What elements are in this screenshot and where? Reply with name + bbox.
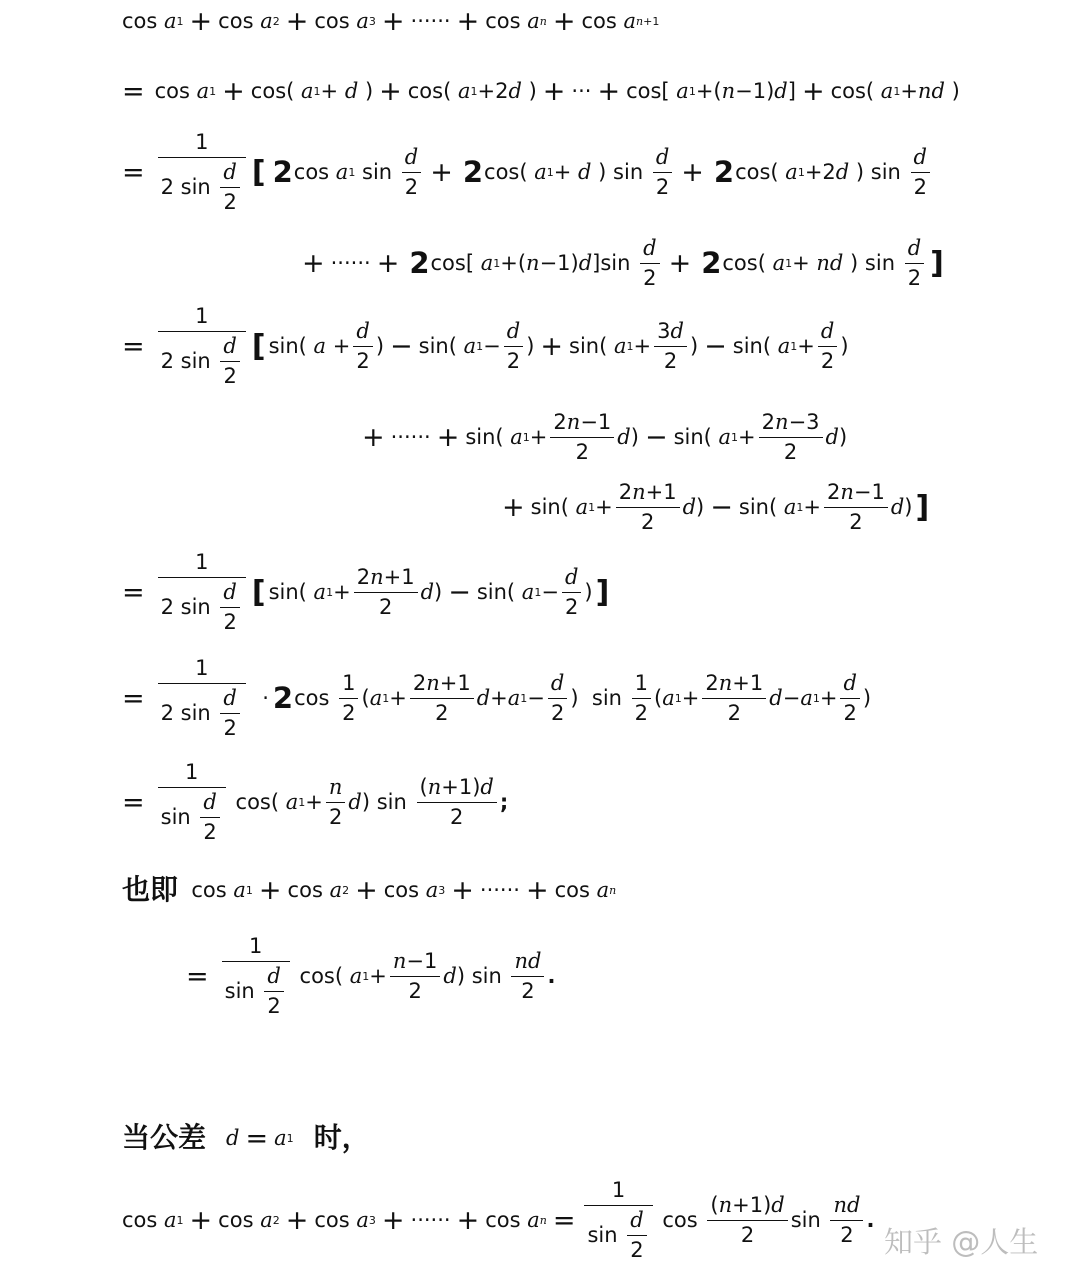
yeji-text: 也即	[122, 873, 179, 906]
equation-line-8: = 1 2 sin $\frac{d}{2}$ [ sin( a 1 + $\frac{2n+1}{2}$ d ) − sin( a 1 − $\frac{d}{2}$ ) ]	[122, 550, 610, 634]
equation-line-11: 也即 cos a 1 + cos a 2 + cos a 3 + ······ + cos a n	[122, 873, 617, 906]
equation-line-12: = 1 sin $\frac{d}{2}$ cos( a 1 + $\frac{n-1}{2}$ d ) sin $\frac{nd}{2}$ .	[186, 934, 556, 1018]
watermark: 知乎 @人生	[884, 1225, 1039, 1259]
equation-line-2: = cos a 1 + cos( a 1 + d ) + cos( a 1 +2 d ) + ··· + cos[ a 1 +( n −1) d ] + cos( a 1 + nd )	[122, 76, 960, 107]
equation-line-14: cos a 1 + cos a 2 + cos a 3 + ······ + cos a n = 1 sin $\frac{d}{2}$ cos $\frac{(n+1)d}{2}$ sin $\frac{nd}{2}$ .	[122, 1178, 875, 1262]
equation-line-3: = 1 2 sin $\frac{d}{2}$ [ 2 cos a 1 sin $\frac{d}{2}$ + 2 cos( a 1 + d ) sin $\frac{d}{2}$ + 2 cos( a 1 +2 d ) sin $\frac{d}{2}$	[122, 132, 933, 213]
equation-line-4: + ······ + 2 cos[ a 1 +( n −1) d ]sin $\frac{d}{2}$ + 2 cos( a 1 + nd ) sin $\frac{d}{2}$ ]	[302, 236, 944, 290]
equation-line-10: = 1 sin $\frac{d}{2}$ cos( a 1 + $\frac{n}{2}$ d ) sin $\frac{(n+1)d}{2}$ ;	[122, 760, 509, 844]
equation-line-1: cos a 1 + cos a 2 + cos a 3 + ······ + cos a n + cos a n+1	[122, 6, 660, 37]
dang-gongcha-text: 当公差	[122, 1121, 207, 1154]
equation-line-7: + sin( a 1 + $\frac{2n+1}{2}$ d ) − sin( a 1 + $\frac{2n-1}{2}$ d ) ]	[502, 480, 930, 534]
equation-line-6: + ······ + sin( a 1 + $\frac{2n-1}{2}$ d ) − sin( a 1 + $\frac{2n-3}{2}$ d )	[362, 410, 848, 464]
shi-text: 时，	[313, 1121, 370, 1154]
equation-line-13: 当公差 d = a 1 时，	[122, 1121, 370, 1154]
equation-line-5: = 1 2 sin $\frac{d}{2}$ [ sin( a + $\frac{d}{2}$ ) − sin( a 1 − $\frac{d}{2}$ ) + sin( a 1 + $\frac{3d}{2}$ ) − sin( a 1 + $\frac{d}{2}$ )	[122, 304, 849, 388]
equation-line-9: = 1 2 sin $\frac{d}{2}$ · 2 cos $\frac{1}{2}$ ( a 1 + $\frac{2n+1}{2}$ d + a 1 − $\frac{d}{2}$ ) sin $\frac{1}{2}$ ( a 1 + $\frac{2n+1}{2}$ d − a 1 + $\frac{d}{2}$ )	[122, 656, 872, 740]
